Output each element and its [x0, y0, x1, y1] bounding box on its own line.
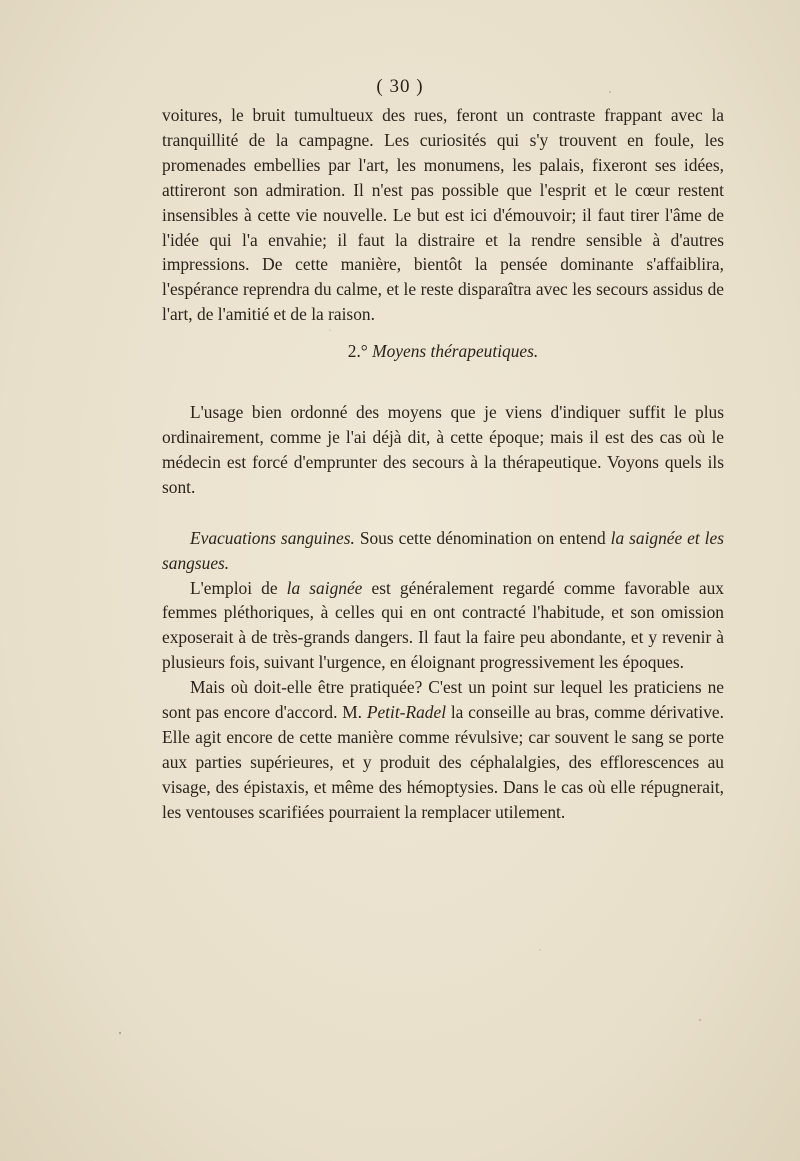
saignee-start: L'emploi de: [190, 577, 278, 598]
paragraph-therapeutics-intro: L'usage bien ordonné des moyens que je viens d'indiquer suffit le plus ordinairement, comme je l'ai déjà dit, à cette époque; mais il est des cas où le médecin est forcé d'emprunter des secours à la thérapeutique. Voyons quels ils sont.: [162, 402, 724, 497]
section-title: Moyens thérapeutiques.: [372, 341, 539, 362]
pratique-rest: la conseille au bras, comme dérivative. Elle agit encore de cette manière comme révulsive; car souvent le sang se porte aux parties supérieures, et y produit des céphalalgies, des efflorescences au visage, des épistaxis, et même des hémoptysies. Dans le cas où elle répugnerait, les ventouses scarifiées pourraient la remplacer utilement.: [162, 702, 724, 822]
page-number: ( 30 ): [376, 76, 424, 97]
pratique-start: Mais où doit-elle être pratiquée? C'est un point sur lequel les praticiens ne sont pas encore d'accord. M.: [162, 677, 724, 723]
term-saignee: la saignée: [286, 577, 363, 598]
page-body: [162, 103, 724, 825]
section-heading: [162, 339, 724, 364]
paragraph-evacuations: [162, 526, 724, 576]
paragraph-pratique: [162, 675, 724, 824]
author-name: Petit-Radel: [366, 702, 447, 723]
term-saignee-sangsues: la saignée et les sangsues.: [162, 527, 725, 573]
saignee-rest: est généralement regardé comme favorable aux femmes pléthoriques, à celles qui en ont contracté l'habitude, et son omission exposerait à de très-grands dangers. Il faut la faire peu abondante, et y revenir à plusieurs fois, suivant l'urgence, en éloignant progressivement les époques.: [162, 577, 724, 673]
section-number: 2.°: [347, 341, 368, 362]
term-evacuations: Evacuations sanguines.: [190, 527, 355, 548]
evacuations-text: Sous cette dénomination on entend: [359, 527, 606, 548]
paragraph-city-distraction: voitures, le bruit tumultueux des rues, feront un contraste frappant avec la tranquillité de la campagne. Les curiosités qui s'y trouvent en foule, les promenades embellies par l'art, les monumens, les palais, fixeront ses idées, attireront son admiration. Il n'est pas possible que l'esprit et le cœur restent insensibles à cette vie nouvelle. Le but est ici d'émouvoir; il faut tirer l'âme de l'idée qui l'a envahie; il faut la distraire et la rendre sensible à d'autres impressions. De cette manière, bientôt la pensée dominante s'affaiblira, l'espérance reprendra du calme, et le reste disparaîtra avec les secours assidus de l'art, de l'amitié et de la raison.: [162, 105, 724, 325]
paragraph-saignee: [162, 576, 724, 676]
